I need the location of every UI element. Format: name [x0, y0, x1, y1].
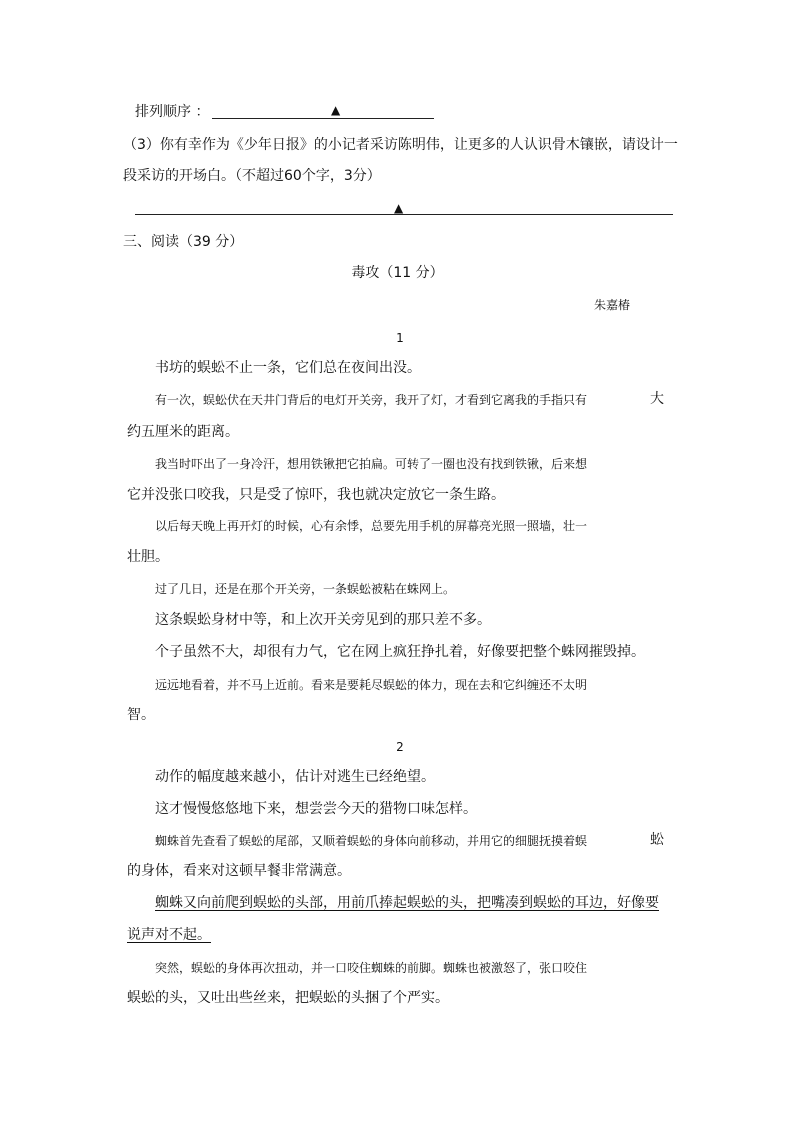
part-number-2: 2	[396, 740, 404, 754]
paragraph-13-line2: 蜈蚣的头，又吐出些丝来，把蜈蚣的头捆了个严实。	[127, 990, 449, 1006]
paragraph-4-line1: 以后每天晚上再开灯的时候，心有余悸，总要先用手机的屏幕亮光照一照墙，壮一	[155, 519, 588, 533]
article-title: 毒攻（11 分）	[351, 265, 444, 281]
paragraph-11-line2: 的身体，看来对这顿早餐非常满意。	[127, 863, 351, 879]
paragraph-2-tail: 大	[650, 391, 664, 407]
paragraph-6: 这条蜈蚣身材中等，和上次开关旁见到的那只差不多。	[155, 612, 491, 628]
paragraph-12-line1-underlined: 蜘蛛又向前爬到蜈蚣的头部，用前爪捧起蜈蚣的头，把嘴凑到蜈蚣的耳边，好像要	[155, 895, 659, 911]
q3-triangle-marker: ▲	[394, 201, 404, 215]
q3-line1: （3）你有幸作为《少年日报》的小记者采访陈明伟，让更多的人认识骨木镶嵌，请设计一	[123, 137, 678, 153]
paragraph-5: 过了几日，还是在那个开关旁，一条蜈蚣被粘在蛛网上。	[155, 582, 456, 596]
paragraph-12-line2-underlined: 说声对不起。	[127, 927, 211, 943]
paragraph-11-line1: 蜘蛛首先查看了蜈蚣的尾部，又顺着蜈蚣的身体向前移动，并用它的细腿抚摸着蜈	[155, 834, 588, 848]
paragraph-10: 这才慢慢悠悠地下来，想尝尝今天的猎物口味怎样。	[155, 801, 477, 817]
q3-answer-blank[interactable]	[135, 214, 673, 215]
paragraph-8-line2: 智。	[127, 707, 155, 723]
paragraph-8-line1: 远远地看着，并不马上近前。看来是要耗尽蜈蚣的体力，现在去和它纠缠还不太明	[155, 678, 588, 692]
paragraph-9: 动作的幅度越来越小，估计对逃生已经绝望。	[155, 769, 435, 785]
paragraph-11-tail: 蚣	[650, 832, 664, 848]
section-heading: 三、阅读（39 分）	[123, 234, 244, 250]
paragraph-2-line2: 约五厘米的距离。	[127, 424, 239, 440]
order-label: 排列顺序 ：	[135, 104, 210, 120]
paragraph-4-line2: 壮胆。	[127, 549, 169, 565]
paragraph-1: 书坊的蜈蚣不止一条，它们总在夜间出没。	[155, 360, 421, 376]
order-triangle-marker: ▲	[331, 103, 341, 117]
article-author: 朱嘉椿	[594, 298, 631, 312]
paragraph-13-line1: 突然，蜈蚣的身体再次扭动，并一口咬住蜘蛛的前脚。蜘蛛也被激怒了，张口咬住	[155, 961, 588, 975]
q3-line2: 段采访的开场白。（不超过60个字，3分）	[123, 168, 381, 184]
paragraph-2-line1: 有一次，蜈蚣伏在天井门背后的电灯开关旁，我开了灯，才看到它离我的手指只有	[155, 393, 588, 407]
order-answer-blank[interactable]	[212, 118, 434, 119]
part-number-1: 1	[396, 331, 404, 345]
paragraph-7: 个子虽然不大，却很有力气，它在网上疯狂挣扎着，好像要把整个蛛网摧毁掉。	[155, 644, 645, 660]
paragraph-3-line2: 它并没张口咬我，只是受了惊吓，我也就决定放它一条生路。	[127, 487, 505, 503]
paragraph-3-line1: 我当时吓出了一身冷汗，想用铁锹把它拍扁。可转了一圈也没有找到铁锹，后来想	[155, 457, 588, 471]
